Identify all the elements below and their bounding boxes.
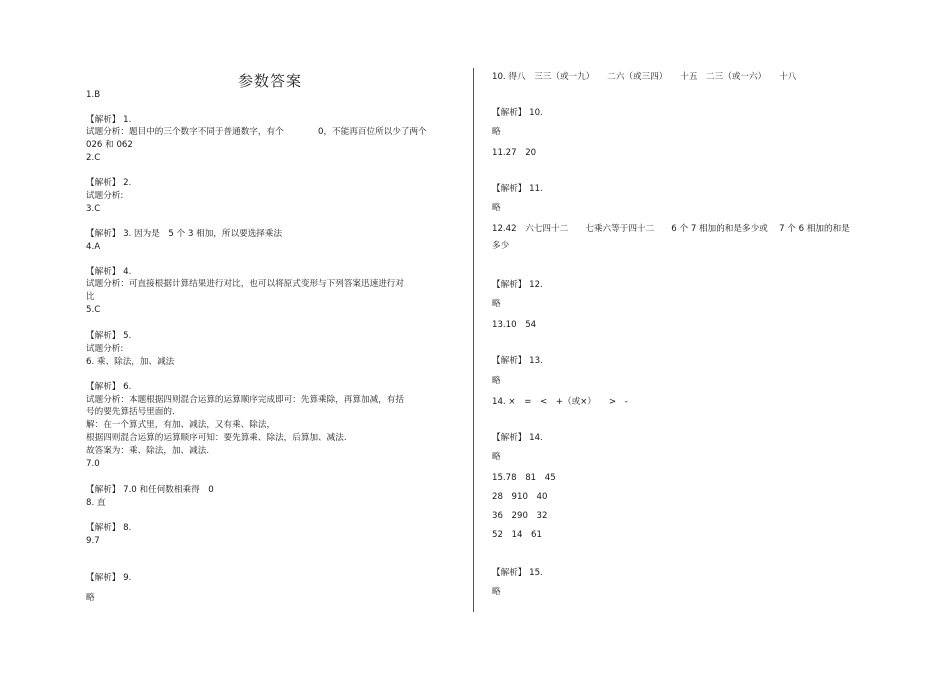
answer-line: 4.A	[86, 242, 101, 252]
analysis-line: 【解析】 4.	[86, 267, 132, 277]
text-line: 解：在一个算式里，有加、减法，又有乘、除法，	[86, 420, 276, 430]
answer-line: 2.C	[86, 153, 101, 163]
analysis-line: 【解析】 9.	[86, 573, 132, 583]
answer-line: 28 910 40	[492, 492, 548, 502]
analysis-line: 【解析】 12.	[492, 280, 543, 290]
text-line: 略	[86, 593, 95, 603]
text-line: 比	[86, 292, 95, 302]
text-line: 试题分析：可直接根据计算结果进行对比，也可以将原式变形与下列答案迅速进行对	[86, 279, 404, 289]
text-line: 根据四则混合运算的运算顺序可知：要先算乘、除法，后算加、减法.	[86, 433, 347, 443]
analysis-line: 【解析】 5.	[86, 331, 132, 341]
analysis-line: 【解析】 10.	[492, 108, 543, 118]
answer-line: 10. 得八 三三（或一九） 二六（或三四） 十五 二三（或一六） 十八	[492, 72, 797, 82]
analysis-line: 【解析】 6.	[86, 382, 132, 392]
answer-line: 13.10 54	[492, 320, 537, 330]
answer-line: 5.C	[86, 305, 101, 315]
text-line: 试题分析:	[86, 344, 124, 354]
text-line: 略	[492, 452, 501, 462]
text-line: 多少	[492, 241, 510, 251]
answer-line: 7.0	[86, 459, 100, 469]
text-line: 略	[492, 127, 501, 137]
text-line: 略	[492, 376, 501, 386]
answer-line: 15.78 81 45	[492, 473, 556, 483]
answer-line: 11.27 20	[492, 148, 537, 158]
text-line: 号的要先算括号里面的.	[86, 407, 175, 417]
text-line: 略	[492, 587, 501, 597]
analysis-line: 【解析】 8.	[86, 523, 132, 533]
answer-line: 12.42 六七四十二 七乘六等于四十二 6 个 7 相加的和是多少或 7 个 6 相加的和是	[492, 224, 850, 234]
text-line: 略	[492, 299, 501, 309]
text-line: 试题分析:	[86, 191, 124, 201]
answer-line: 9.7	[86, 536, 100, 546]
analysis-line: 【解析】 7.0 和任何数相乘得 0	[86, 485, 214, 495]
column-divider	[473, 68, 474, 612]
text-line: 026 和 062	[86, 140, 133, 150]
text-line: 试题分析：题目中的三个数字不同于普通数字，有个 0，不能再百位所以少了两个	[86, 127, 427, 137]
analysis-line: 【解析】 11.	[492, 184, 543, 194]
answer-line: 52 14 61	[492, 530, 542, 540]
answer-line: 1.B	[86, 90, 101, 100]
answer-line: 8. 直	[86, 498, 106, 508]
analysis-line: 【解析】 14.	[492, 433, 543, 443]
answer-line: 36 290 32	[492, 511, 548, 521]
analysis-line: 【解析】 2.	[86, 178, 132, 188]
answer-line: 6. 乘、除法，加、减法	[86, 357, 175, 367]
analysis-line: 【解析】 15.	[492, 568, 543, 578]
answer-line: 3.C	[86, 204, 101, 214]
analysis-line: 【解析】 3. 因为是 5 个 3 相加，所以要选择乘法	[86, 229, 283, 239]
text-line: 略	[492, 203, 501, 213]
analysis-line: 【解析】 1.	[86, 115, 132, 125]
text-line: 故答案为：乘、除法，加、减法.	[86, 446, 210, 456]
analysis-line: 【解析】 13.	[492, 356, 543, 366]
text-line: 试题分析：本题根据四则混合运算的运算顺序完成即可：先算乘除，再算加减，有括	[86, 395, 404, 405]
page-title: 参数答案	[237, 72, 302, 90]
answer-line: 14. × = < +（或×） > -	[492, 397, 628, 407]
